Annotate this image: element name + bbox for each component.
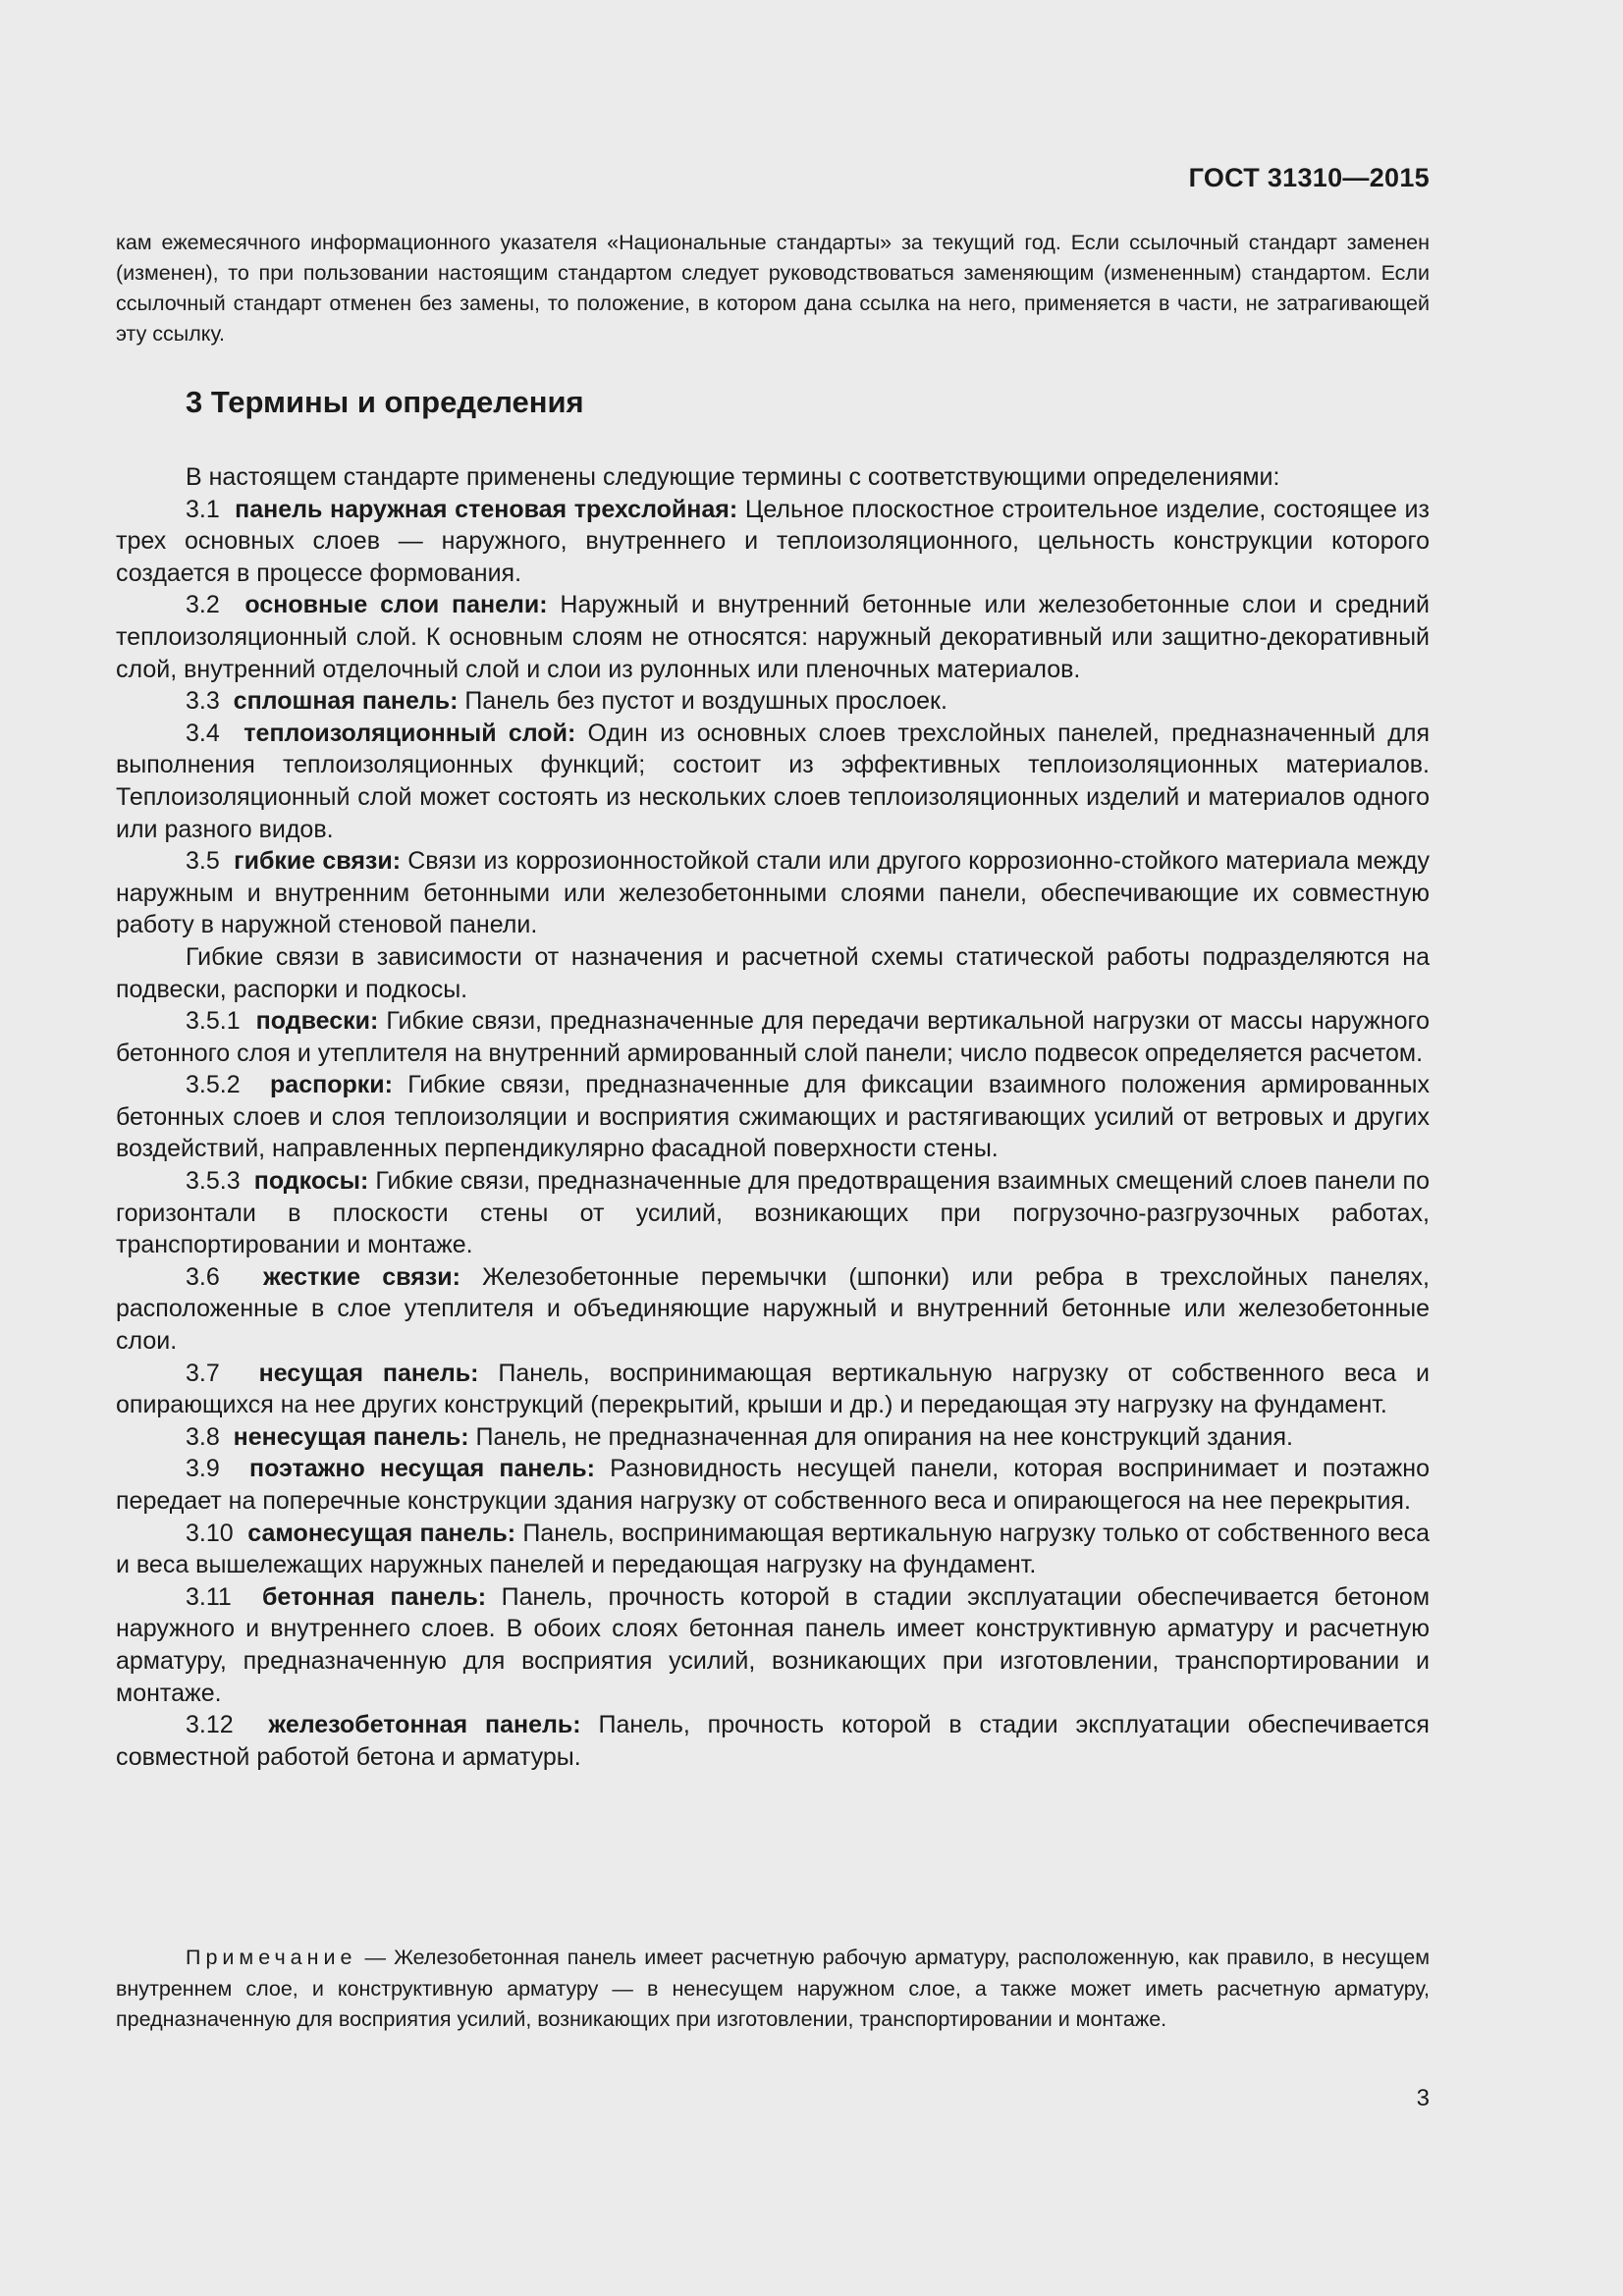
term-name: самонесущая панель: bbox=[247, 1519, 516, 1547]
term-name: жесткие связи: bbox=[263, 1262, 460, 1291]
term-number: 3.5.2 bbox=[186, 1071, 241, 1099]
term-number: 3.9 bbox=[186, 1455, 220, 1483]
terms-body bbox=[116, 461, 1430, 1773]
term-definition: Панель, не предназначенная для опирания на нее конструкций здания. bbox=[475, 1422, 1293, 1451]
term-name: гибкие связи: bbox=[234, 847, 402, 876]
flex-links-paragraph: Гибкие связи в зависимости от назначения и расчетной схемы статической работы подразделяются на подвески, распорки и подкосы. bbox=[116, 942, 1430, 1003]
term-number: 3.7 bbox=[186, 1359, 220, 1387]
note-text: — Железобетонная панель имеет расчетную рабочую арматуру, расположенную, как правило, в несущем внутреннем слое, и конструктивную арматуру — в ненесущем наружном слое, а также может иметь расчетную арматуру, предназначенную для восприятия усилий, возникающих при изготовлении, транспортировании и монтаже. bbox=[116, 1946, 1430, 2031]
term-3-1 bbox=[116, 494, 1430, 590]
term-number: 3.3 bbox=[186, 687, 220, 716]
term-3-7 bbox=[116, 1358, 1430, 1421]
term-number: 3.12 bbox=[186, 1711, 234, 1739]
term-3-5-3 bbox=[116, 1165, 1430, 1261]
note-label: Примечание bbox=[186, 1946, 357, 1969]
term-definition: Связи из коррозионностойкой стали или другого коррозионно-стойкого материала между наружным и внутренним бетонными или железобетонными слоями панели, обеспечивающие их совместную работу в наружной стеновой панели. bbox=[116, 847, 1430, 939]
term-3-11 bbox=[116, 1581, 1430, 1709]
term-number: 3.6 bbox=[186, 1262, 220, 1291]
term-number: 3.5 bbox=[186, 847, 220, 876]
term-name: ненесущая панель: bbox=[233, 1422, 469, 1451]
term-name: бетонная панель: bbox=[261, 1582, 487, 1611]
term-3-5-1 bbox=[116, 1005, 1430, 1069]
term-definition: Гибкие связи, предназначенные для фиксации взаимного положения армированных бетонных слоев и слоя теплоизоляции и восприятия сжимающих и растягивающих усилий от ветровых и других воздействий, направленных перпендикулярно фасадной поверхности стены. bbox=[116, 1071, 1430, 1163]
term-3-10 bbox=[116, 1518, 1430, 1581]
term-3-12 bbox=[116, 1709, 1430, 1773]
document-code-header: ГОСТ 31310—2015 bbox=[1188, 163, 1430, 192]
term-definition: Железобетонные перемычки (шпонки) или ребра в трехслойных панелях, расположенные в слое утеплителя и объединяющие наружный и внутренний бетонные или железобетонные слои. bbox=[116, 1262, 1430, 1356]
intro-text: кам ежемесячного информационного указателя «Национальные стандарты» за текущий год. Если ссылочный стандарт заменен (изменен), то при пользовании настоящим стандартом следует руководствоваться заменяющим (измененным) стандартом. Если ссылочный стандарт отменен без замены, то положение, в котором дана ссылка на него, применяется в части, не затрагивающей эту ссылку. bbox=[116, 231, 1430, 346]
note-block bbox=[116, 1943, 1430, 2036]
term-name: сплошная панель: bbox=[233, 687, 459, 716]
term-definition: Гибкие связи, предназначенные для предотвращения взаимных смещений слоев панели по горизонтали в плоскости стены от усилий, возникающих при погрузочно-разгрузочных работах, транспортировании и монтаже. bbox=[116, 1167, 1430, 1259]
term-number: 3.11 bbox=[186, 1582, 232, 1611]
lead-paragraph: В настоящем стандарте применены следующие термины с соответствующими определениями: bbox=[186, 463, 1280, 491]
term-number: 3.10 bbox=[186, 1519, 234, 1547]
term-name: железобетонная панель: bbox=[268, 1711, 581, 1739]
term-3-6 bbox=[116, 1261, 1430, 1358]
term-definition: Панель без пустот и воздушных прослоек. bbox=[464, 687, 947, 716]
term-number: 3.8 bbox=[186, 1422, 220, 1451]
term-name: подкосы: bbox=[253, 1167, 369, 1196]
term-3-9 bbox=[116, 1453, 1430, 1517]
term-definition: Панель, прочность которой в стадии эксплуатации обеспечивается бетоном наружного и внутреннего слоев. В обоих слоях бетонная панель имеет конструктивную арматуру и расчетную арматуру, предназначенную для восприятия усилий, возникающих при изготовлении, транспортировании и монтаже. bbox=[116, 1582, 1431, 1707]
page-number: 3 bbox=[1416, 2085, 1430, 2111]
term-definition: Цельное плоскостное строительное изделие, состоящее из трех основных слоев — наружного, внутреннего и теплоизоляционного, цельность конструкции которого создается в процессе формования. bbox=[116, 495, 1430, 587]
note-paragraph bbox=[116, 1943, 1430, 2036]
term-definition: Панель, воспринимающая вертикальную нагрузку только от собственного веса и веса вышележащих наружных панелей и передающая нагрузку на фундамент. bbox=[116, 1519, 1430, 1579]
term-number: 3.2 bbox=[186, 591, 220, 619]
term-name: несущая панель: bbox=[258, 1359, 479, 1387]
term-3-2 bbox=[116, 589, 1430, 685]
term-definition: Гибкие связи, предназначенные для передачи вертикальной нагрузки от массы наружного бетонного слоя и утеплителя на внутренний армированный слой панели; число подвесок определяется расчетом. bbox=[116, 1007, 1430, 1067]
term-number: 3.1 bbox=[186, 495, 220, 523]
term-name: теплоизоляционный слой: bbox=[243, 719, 576, 747]
term-3-3 bbox=[116, 685, 1430, 718]
term-3-8 bbox=[116, 1421, 1430, 1454]
term-definition: Наружный и внутренний бетонные или железобетонные слои и средний теплоизоляционный слой. К основным слоям не относятся: наружный декоративный или защитно-декоративный слой, внутренний отделочный слой и слои из рулонных или пленочных материалов. bbox=[116, 591, 1430, 683]
term-number: 3.5.3 bbox=[186, 1167, 241, 1196]
term-3-5 bbox=[116, 845, 1430, 941]
term-3-4 bbox=[116, 718, 1430, 845]
term-name: основные слои панели: bbox=[244, 591, 548, 619]
term-3-5-2 bbox=[116, 1069, 1430, 1165]
term-name: распорки: bbox=[270, 1071, 393, 1099]
term-definition: Панель, воспринимающая вертикальную нагрузку от собственного веса и опирающихся на нее других конструкций (перекрытий, крыши и др.) и передающая эту нагрузку на фундамент. bbox=[116, 1359, 1431, 1419]
term-name: подвески: bbox=[255, 1007, 379, 1036]
term-definition: Панель, прочность которой в стадии эксплуатации обеспечивается совместной работой бетона и арматуры. bbox=[116, 1711, 1430, 1771]
term-name: поэтажно несущая панель: bbox=[249, 1455, 595, 1483]
section-title: 3 Термины и определения bbox=[186, 385, 584, 419]
intro-paragraph bbox=[116, 228, 1430, 349]
term-number: 3.4 bbox=[186, 719, 220, 747]
term-number: 3.5.1 bbox=[186, 1007, 241, 1036]
term-name: панель наружная стеновая трехслойная: bbox=[235, 495, 738, 523]
term-definition: Разновидность несущей панели, которая воспринимает и поэтажно передает на поперечные конструкции здания нагрузку от собственного веса и опирающегося на нее перекрытия. bbox=[116, 1455, 1430, 1515]
term-definition: Один из основных слоев трехслойных панелей, предназначенный для выполнения теплоизоляционных функций; состоит из эффективных теплоизоляционных материалов. Теплоизоляционный слой может состоять из нескольких слоев теплоизоляционных изделий и материалов одного или разного видов. bbox=[116, 719, 1430, 843]
